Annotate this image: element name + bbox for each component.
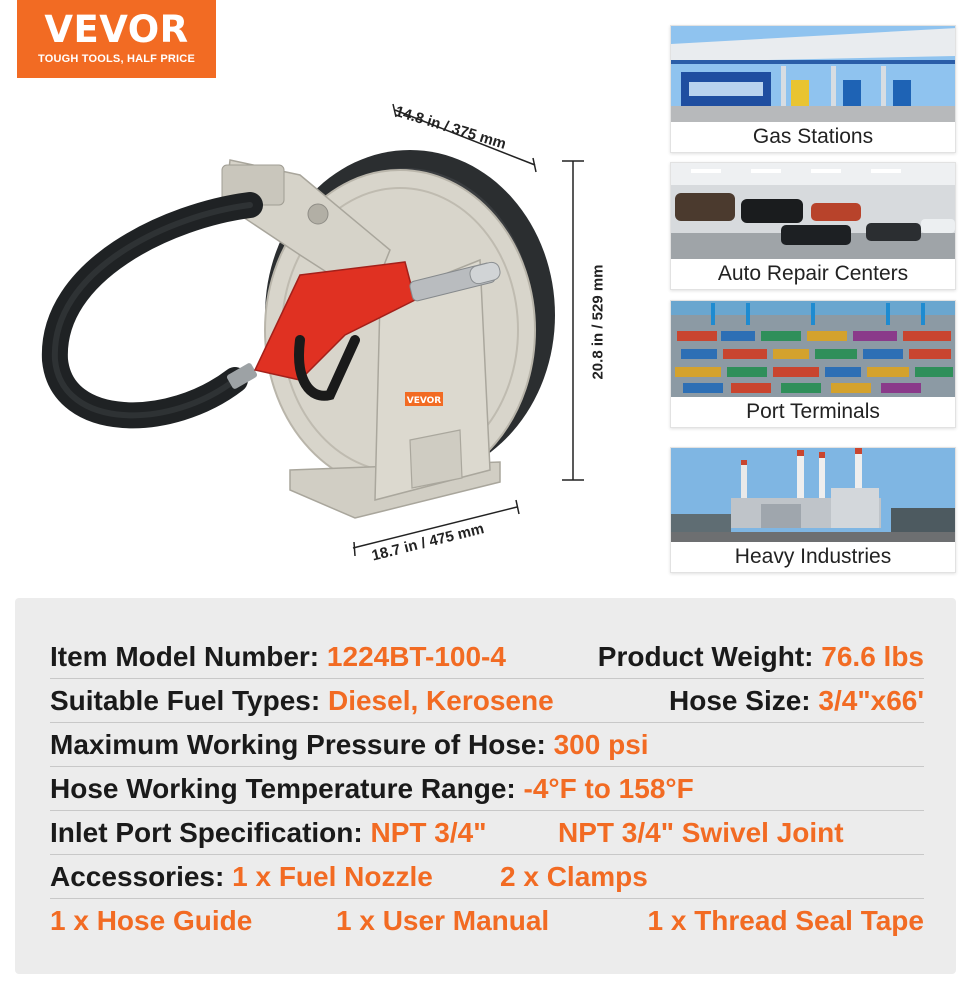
accessory-clamps: 2 x Clamps (500, 861, 648, 892)
application-label: Gas Stations (752, 125, 874, 148)
max-pressure-label: Maximum Working Pressure of Hose: (50, 729, 554, 760)
accessory-thread-seal-tape: 1 x Thread Seal Tape (647, 905, 924, 936)
fuel-types-label: Suitable Fuel Types: (50, 685, 328, 716)
heavy-industry-photo (671, 448, 955, 542)
dimension-width-label: 18.7 in / 475 mm (370, 520, 486, 565)
spec-row-model-weight (50, 635, 924, 679)
inlet-port-label: Inlet Port Specification: (50, 817, 371, 848)
application-label: Auto Repair Centers (717, 262, 909, 285)
accessory-hose-guide: 1 x Hose Guide (50, 905, 253, 936)
model-number-label: Item Model Number: (50, 641, 327, 672)
hose-size-label: Hose Size: (669, 685, 819, 716)
hose-size-value: 3/4"x66' (818, 685, 924, 716)
product-weight-label: Product Weight: (597, 641, 822, 672)
brand-logo (17, 0, 216, 78)
spec-row-pressure (50, 723, 924, 767)
temperature-range-label: Hose Working Temperature Range: (50, 773, 524, 804)
spec-row-fuel-hose (50, 679, 924, 723)
model-number-value: 1224BT-100-4 (326, 641, 506, 672)
inlet-swivel-joint-value: NPT 3/4" Swivel Joint (558, 817, 844, 848)
max-pressure-value: 300 psi (553, 729, 649, 760)
application-card-port-terminals (670, 300, 956, 428)
brand-name: VEVOR (44, 8, 189, 51)
application-card-heavy-industries (670, 447, 956, 573)
accessories-label: Accessories: (50, 861, 233, 892)
dimension-height-label: 20.8 in / 529 mm (589, 264, 607, 380)
product-weight-value: 76.6 lbs (821, 641, 924, 672)
temperature-range-value: -4°F to 158°F (523, 773, 694, 804)
dimension-depth-label: 14.8 in / 375 mm (393, 103, 509, 153)
spec-row-inlet-port (50, 811, 924, 855)
fuel-types-value: Diesel, Kerosene (327, 685, 554, 716)
hose-reel-illustration (30, 80, 630, 590)
inlet-port-value: NPT 3/4" (370, 817, 487, 848)
port-terminal-photo (671, 301, 955, 397)
application-card-gas-stations (670, 25, 956, 153)
brand-tagline: TOUGH TOOLS, HALF PRICE (38, 53, 195, 65)
application-label: Port Terminals (746, 400, 880, 423)
application-label: Heavy Industries (734, 545, 892, 568)
spec-row-temperature (50, 767, 924, 811)
reel-badge: VEVOR (406, 396, 442, 406)
auto-repair-photo (671, 163, 955, 259)
gas-station-photo (671, 26, 955, 122)
accessory-user-manual: 1 x User Manual (336, 905, 550, 936)
application-card-auto-repair (670, 162, 956, 290)
specifications-panel (15, 598, 956, 974)
spec-row-accessories (50, 855, 924, 899)
spec-row-accessories-more (50, 899, 924, 943)
accessory-fuel-nozzle: 1 x Fuel Nozzle (232, 861, 433, 892)
